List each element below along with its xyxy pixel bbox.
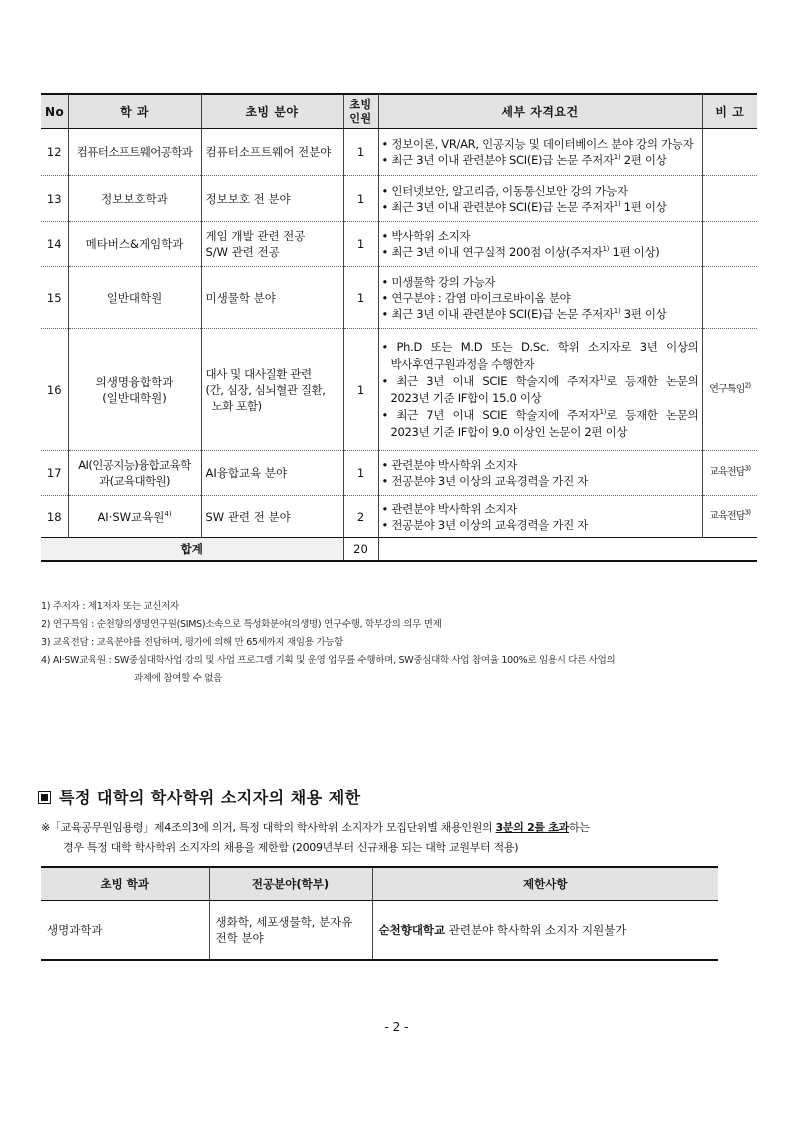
table-row	[41, 329, 757, 451]
row-field: 미생물학 분야	[201, 267, 343, 329]
header-field: 초빙 분야	[201, 94, 343, 129]
table-row	[41, 129, 757, 176]
row-count: 2	[343, 496, 378, 538]
notice-emphasis: 3분의 2를 초과	[495, 821, 569, 834]
table-row	[41, 176, 757, 222]
row-no: 12	[41, 129, 68, 176]
row-field: 대사 및 대사질환 관련 (간, 심장, 심뇌혈관 질환, 노화 포함)	[201, 329, 343, 451]
restriction-notice: ※「교육공무원임용령」제4조의3에 의거, 특정 대학의 학사학위 소지자가 모집단위별 채용인원의 3분의 2를 초과하는 경우 특정 대학 학사학위 소지자의 채용을 제한함 (2009년부터 신규채용 되는 대학 교원부터 적용)	[41, 821, 590, 854]
footnote-1: 1) 주저자 : 제1저자 또는 교신저자	[41, 601, 179, 612]
row-dept: 정보보호학과	[68, 176, 201, 222]
row-requirements: • 미생물학 강의 가능자 • 연구분야 : 감염 마이크로바이옴 분야 • 최근 3년 이내 관련분야 SCI(E)급 논문 주저자$^{1)}$ 3편 이상	[378, 267, 702, 329]
row-note	[702, 176, 757, 222]
row-dept: 의생명융합학과 (일반대학원)	[68, 329, 201, 451]
row-count: 1	[343, 451, 378, 496]
footnotes	[41, 598, 761, 688]
row-dept: AI(인공지능)융합교육학 과(교육대학원)	[68, 451, 201, 496]
row-no: 15	[41, 267, 68, 329]
total-count: 20	[343, 538, 378, 562]
restriction-header-row	[41, 867, 718, 901]
restriction-table	[41, 866, 718, 961]
row-field: AI융합교육 분야	[201, 451, 343, 496]
row-requirements: • 정보이론, VR/AR, 인공지능 및 데이터베이스 분야 강의 가능자 • 최근 3년 이내 관련분야 SCI(E)급 논문 주저자$^{1)}$ 2편 이상	[378, 129, 702, 176]
row-note: 연구특임$^{2)}$	[702, 329, 757, 451]
page-number: - 2 -	[384, 1020, 409, 1034]
row-dept: 일반대학원	[68, 267, 201, 329]
total-row	[41, 538, 757, 562]
row-requirements: • Ph.D 또는 M.D 또는 D.Sc. 학위 소지자로 3년 이상의 박사후연구원과정을 수행한자 • 최근 3년 이내 SCIE 학술지에 주저자$^{1)}$로 등재한 논문의 2023년 기준 IF합이 15.0 이상 • 최근 7년 이내 SCIE 학술지에 주저자$^{1)}$로 등재한 논문의 2023년 기준 IF합이 9.0 이상인 논문이 2편 이상	[378, 329, 702, 451]
row-requirements: • 인터넷보안, 알고리즘, 이동통신보안 강의 가능자 • 최근 3년 이내 관련분야 SCI(E)급 논문 주저자$^{1)}$ 1편 이상	[378, 176, 702, 222]
restriction-row	[41, 901, 718, 961]
footnote-4: 4) AI·SW교육원 : SW중심대학사업 강의 및 사업 프로그램 기획 및 운영 업무를 수행하며, SW중심대학 사업 참여율 100%로 임용시 다른 사업의	[41, 655, 616, 666]
table-row	[41, 222, 757, 267]
row-field: 컴퓨터소프트웨어 전분야	[201, 129, 343, 176]
row-count: 1	[343, 222, 378, 267]
row-field: 게임 개발 관련 전공 S/W 관련 전공	[201, 222, 343, 267]
row-count: 1	[343, 129, 378, 176]
recruitment-table	[41, 93, 757, 562]
header-dept: 학 과	[68, 94, 201, 129]
restriction-detail: 순천향대학교 관련분야 학사학위 소지자 지원불가	[372, 901, 718, 961]
restriction-major: 생화학, 세포생물학, 분자유 전학 분야	[209, 901, 372, 961]
row-requirements: • 박사학위 소지자 • 최근 3년 이내 연구실적 200점 이상(주저자$^{1)}$ 1편 이상)	[378, 222, 702, 267]
row-count: 1	[343, 176, 378, 222]
row-requirements: • 관련분야 박사학위 소지자 • 전공분야 3년 이상의 교육경력을 가진 자	[378, 451, 702, 496]
row-note	[702, 267, 757, 329]
header-recruit-dept: 초빙 학과	[41, 867, 209, 901]
header-requirements: 세부 자격요건	[378, 94, 702, 129]
row-no: 13	[41, 176, 68, 222]
row-no: 17	[41, 451, 68, 496]
row-no: 16	[41, 329, 68, 451]
restriction-dept: 생명과학과	[41, 901, 209, 961]
row-dept: AI·SW교육원$^{4)}$	[68, 496, 201, 538]
row-no: 14	[41, 222, 68, 267]
total-label: 합계	[41, 538, 343, 562]
table-row	[41, 267, 757, 329]
row-no: 18	[41, 496, 68, 538]
total-empty	[378, 538, 757, 562]
row-note: 교육전담$^{3)}$	[702, 496, 757, 538]
row-requirements: • 관련분야 박사학위 소지자 • 전공분야 3년 이상의 교육경력을 가진 자	[378, 496, 702, 538]
row-dept: 컴퓨터소프트웨어공학과	[68, 129, 201, 176]
footnote-4-continued: 과제에 참여할 수 없음	[134, 673, 223, 684]
header-major: 전공분야(학부)	[209, 867, 372, 901]
row-count: 1	[343, 329, 378, 451]
header-no: No	[41, 94, 68, 129]
table-row	[41, 451, 757, 496]
row-note: 교육전담$^{3)}$	[702, 451, 757, 496]
row-note	[702, 129, 757, 176]
table-header-row	[41, 94, 757, 129]
header-note: 비 고	[702, 94, 757, 129]
row-note	[702, 222, 757, 267]
section-title: 특정 대학의 학사학위 소지자의 채용 제한	[38, 785, 361, 808]
row-dept: 메타버스&게임학과	[68, 222, 201, 267]
header-restriction: 제한사항	[372, 867, 718, 901]
header-count: 초빙 인원	[343, 94, 378, 129]
row-count: 1	[343, 267, 378, 329]
footnote-3: 3) 교육전담 : 교육분야를 전담하며, 평가에 의해 만 65세까지 재임용 가능함	[41, 637, 344, 648]
row-field: SW 관련 전 분야	[201, 496, 343, 538]
checkbox-square-icon	[38, 791, 51, 804]
row-field: 정보보호 전 분야	[201, 176, 343, 222]
table-row	[41, 496, 757, 538]
footnote-2: 2) 연구특임 : 순천향의생명연구원(SIMS)소속으로 특성화분야(의생명) 연구수행, 학부강의 의무 면제	[41, 619, 442, 630]
